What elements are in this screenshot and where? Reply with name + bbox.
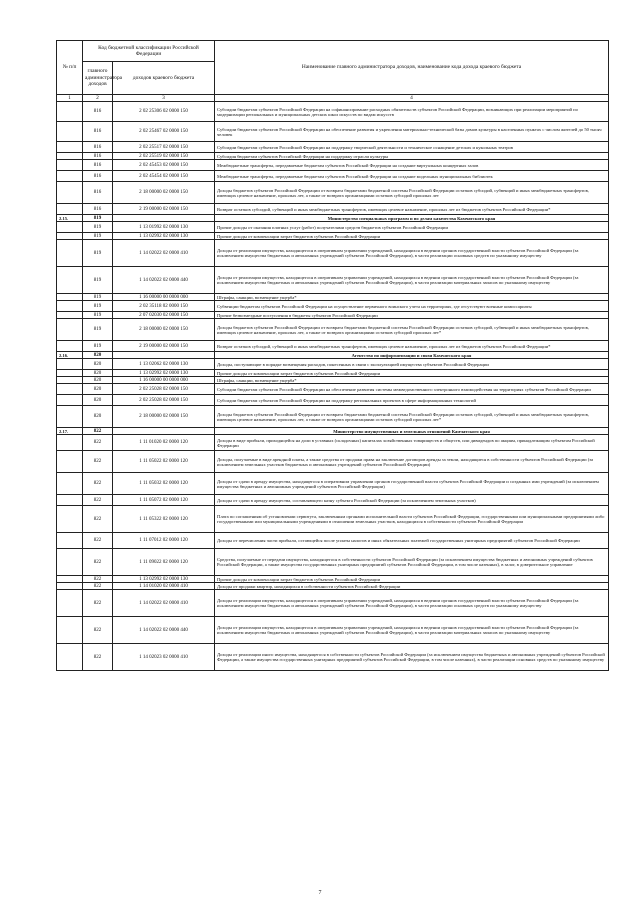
row-number — [57, 204, 83, 215]
revenue-code: 1 16 00000 00 0000 000 — [113, 294, 215, 301]
row-number — [57, 341, 83, 352]
revenue-code: 2 19 00000 02 0000 150 — [113, 341, 215, 352]
admin-code: 820 — [83, 384, 113, 395]
table-row — [57, 370, 609, 377]
admin-code: 816 — [83, 122, 113, 142]
admin-code: 816 — [83, 182, 113, 204]
row-number — [57, 240, 83, 267]
admin-code: 819 — [83, 341, 113, 352]
admin-code: 820 — [83, 370, 113, 377]
table-row — [57, 644, 609, 671]
revenue-name: Доходы, получаемые в виде арендной платы, а также средства от продажи права на заключение договоров аренды за земли, находящиеся в собственности субъектов Российской Федерации (за исключением земельных участков бюджетных и автономных учреждений субъектов Российской Федерации) — [215, 451, 609, 473]
revenue-name: Возврат остатков субсидий, субвенций и иных межбюджетных трансфертов, имеющих целевое назначение, прошлых лет из бюджетов субъектов Российской Федерации* — [215, 204, 609, 215]
table-row — [57, 506, 609, 533]
table-row — [57, 240, 609, 267]
revenue-name: Субсидии бюджетам субъектов Российской Федерации на поддержку творческой деятельности и техническое оснащение детских и кукольных театров — [215, 142, 609, 153]
row-number — [57, 451, 83, 473]
admin-code: 820 — [83, 352, 113, 359]
row-number — [57, 222, 83, 233]
table-row — [57, 359, 609, 370]
row-number — [57, 644, 83, 671]
revenue-name: Штрафы, санкции, возмещение ущерба* — [215, 377, 609, 384]
header-admin: главного администратора доходов — [83, 62, 113, 95]
revenue-name: Прочие доходы от компенсации затрат бюджетов субъектов Российской Федерации — [215, 370, 609, 377]
row-number — [57, 182, 83, 204]
admin-code: 819 — [83, 240, 113, 267]
revenue-code: 2 02 25517 02 0000 150 — [113, 142, 215, 153]
row-number — [57, 153, 83, 160]
revenue-name: Министерство специальных программ и по делам казачества Камчатского края — [215, 215, 609, 222]
revenue-name: Средства, получаемые от передачи имущества, находящегося в собственности субъектов Российской Федерации (за исключением имущества бюджетных и автономных учреждений субъектов Российской Федерации, а также имущества государственных унитарных предприятий субъектов Российской Федерации, в том числе казенных), в залог, в доверительное управление — [215, 549, 609, 576]
row-number — [57, 312, 83, 319]
revenue-code: 1 11 05032 02 0000 120 — [113, 473, 215, 495]
revenue-code: 1 13 02992 02 0000 130 — [113, 576, 215, 583]
admin-code: 822 — [83, 644, 113, 671]
revenue-name: Межбюджетные трансферты, передаваемые бюджетам субъектов Российской Федерации на создание модельных муниципальных библиотек — [215, 171, 609, 182]
table-row — [57, 395, 609, 406]
admin-code: 822 — [83, 451, 113, 473]
revenue-name: Доходы в виде прибыли, приходящейся на доли в уставных (складочных) капиталах хозяйственных товариществ и обществ, или дивидендов по акциям, принадлежащим субъектам Российской Федерации — [215, 435, 609, 451]
revenue-code: 2 02 25467 02 0000 150 — [113, 122, 215, 142]
header-index-4: 4 — [215, 95, 609, 102]
row-number — [57, 395, 83, 406]
revenue-name: Агентство по информатизации и связи Камчатского края — [215, 352, 609, 359]
section-row — [57, 215, 609, 222]
table-row — [57, 142, 609, 153]
table-row — [57, 451, 609, 473]
table-row — [57, 617, 609, 644]
revenue-name: Плата по соглашениям об установлении сервитута, заключенным органами исполнительной власти субъектов Российской Федерации, государственными или муниципальными предприятиями либо государственными или муниципальными учреждениями в отношении земельных участков, находящихся в собственности субъектов Российской Федерации — [215, 506, 609, 533]
table-row — [57, 549, 609, 576]
revenue-code — [113, 352, 215, 359]
table-row — [57, 301, 609, 312]
revenue-name: Доходы от сдачи в аренду имущества, находящегося в оперативном управлении органов государственной власти субъектов Российской Федерации и созданных ими учреждений (за исключением имущества бюджетных и автономных учреждений субъектов Российской Федерации) — [215, 473, 609, 495]
table-row — [57, 377, 609, 384]
row-number — [57, 377, 83, 384]
admin-code: 820 — [83, 395, 113, 406]
admin-code: 820 — [83, 359, 113, 370]
admin-code: 819 — [83, 312, 113, 319]
revenue-code: 1 11 01020 02 0000 120 — [113, 435, 215, 451]
admin-code: 822 — [83, 473, 113, 495]
table-row — [57, 583, 609, 590]
revenue-name: Субсидии бюджетам субъектов Российской Федерации на поддержку региональных проектов в сфере информационных технологий — [215, 395, 609, 406]
revenue-name: Субсидии бюджетам субъектов Российской Федерации на обеспечение развития системы межведомственного электронного взаимодействия на территориях субъектов Российской Федерации — [215, 384, 609, 395]
admin-code: 822 — [83, 617, 113, 644]
revenue-codes-table — [56, 40, 609, 671]
admin-code: 816 — [83, 160, 113, 171]
revenue-name: Доходы бюджетов субъектов Российской Федерации от возврата бюджетами бюджетной системы Российской Федерации остатков субсидий, субвенций и иных межбюджетных трансфертов, имеющих целевое назначение, прошлых лет, а также от возврата организациями остатков субсидий прошлых лет* — [215, 406, 609, 428]
admin-code: 822 — [83, 495, 113, 506]
revenue-name: Прочие доходы от оказания платных услуг (работ) получателями средств бюджетов субъектов Российской Федерации — [215, 222, 609, 233]
revenue-code: 2 02 25028 02 0000 150 — [113, 395, 215, 406]
revenue-code: 1 14 02022 02 0000 440 — [113, 617, 215, 644]
row-number — [57, 160, 83, 171]
admin-code: 819 — [83, 319, 113, 341]
row-number — [57, 583, 83, 590]
revenue-name: Доходы от реализации иного имущества, находящегося в собственности субъектов Российской Федерации (за исключением имущества бюджетных и автономных учреждений субъектов Российской Федерации, а также имущества государственных унитарных предприятий субъектов Российской Федерации, в том числе казенных), в части реализации основных средств по указанному имуществу — [215, 644, 609, 671]
row-number — [57, 359, 83, 370]
revenue-code: 1 13 01992 02 0000 130 — [113, 222, 215, 233]
table-row — [57, 590, 609, 617]
admin-code: 822 — [83, 576, 113, 583]
revenue-code: 2 02 25028 02 0000 150 — [113, 384, 215, 395]
row-number — [57, 319, 83, 341]
document-page — [56, 40, 608, 671]
revenue-code: 2 02 45454 02 0000 150 — [113, 171, 215, 182]
row-number — [57, 495, 83, 506]
admin-code: 822 — [83, 549, 113, 576]
revenue-code: 1 14 01020 02 0000 410 — [113, 583, 215, 590]
revenue-name: Доходы от реализации имущества, находящегося в оперативном управлении учреждений, находящихся в ведении органов государственной власти субъектов Российской Федерации (за исключением имущества бюджетных и автономных учреждений субъектов Российской Федерации), в части реализации основных средств по указанному имуществу — [215, 590, 609, 617]
revenue-name: Доходы бюджетов субъектов Российской Федерации от возврата бюджетами бюджетной системы Российской Федерации остатков субсидий, субвенций и иных межбюджетных трансфертов, имеющих целевое назначение, прошлых лет, а также от возврата организациями остатков субсидий прошлых лет* — [215, 319, 609, 341]
revenue-name: Доходы от реализации имущества, находящегося в оперативном управлении учреждений, находящихся в ведении органов государственной власти субъектов Российской Федерации (за исключением имущества бюджетных и автономных учреждений субъектов Российской Федерации), в части реализации материальных запасов по указанному имуществу — [215, 267, 609, 294]
admin-code: 819 — [83, 222, 113, 233]
admin-code: 822 — [83, 583, 113, 590]
revenue-code: 1 11 05022 02 0000 120 — [113, 451, 215, 473]
revenue-code: 1 16 00000 00 0000 000 — [113, 377, 215, 384]
revenue-code: 1 13 02992 02 0000 130 — [113, 370, 215, 377]
revenue-code: 2 02 25519 02 0000 150 — [113, 153, 215, 160]
revenue-code: 1 13 02062 02 0000 130 — [113, 359, 215, 370]
revenue-code: 1 13 02992 02 0000 130 — [113, 233, 215, 240]
page-number: 7 — [318, 890, 322, 896]
row-number — [57, 506, 83, 533]
revenue-code: 2 18 00000 02 0000 150 — [113, 319, 215, 341]
row-number — [57, 533, 83, 549]
revenue-code: 2 07 02030 02 0000 150 — [113, 312, 215, 319]
table-row — [57, 294, 609, 301]
row-number — [57, 617, 83, 644]
section-row — [57, 352, 609, 359]
revenue-code: 2 18 00000 02 0000 150 — [113, 406, 215, 428]
row-number — [57, 370, 83, 377]
revenue-code: 2 02 35118 02 0000 150 — [113, 301, 215, 312]
admin-code: 816 — [83, 102, 113, 122]
table-row — [57, 222, 609, 233]
table-header — [57, 41, 609, 102]
admin-code: 819 — [83, 233, 113, 240]
revenue-code: 1 11 07012 02 0000 120 — [113, 533, 215, 549]
revenue-code: 1 11 09022 02 0000 120 — [113, 549, 215, 576]
header-num: № п/п — [57, 41, 83, 95]
table-row — [57, 102, 609, 122]
row-number — [57, 267, 83, 294]
admin-code: 822 — [83, 533, 113, 549]
revenue-code: 2 18 00000 02 0000 150 — [113, 182, 215, 204]
table-row — [57, 122, 609, 142]
table-row — [57, 182, 609, 204]
row-number — [57, 435, 83, 451]
admin-code: 820 — [83, 406, 113, 428]
revenue-code: 1 11 05322 02 0000 120 — [113, 506, 215, 533]
admin-code: 819 — [83, 301, 113, 312]
revenue-name: Доходы от перечисления части прибыли, остающейся после уплаты налогов и иных обязательных платежей государственных унитарных предприятий субъектов Российской Федерации — [215, 533, 609, 549]
header-revenue: доходов краевого бюджета — [113, 62, 215, 95]
revenue-code: 1 14 02022 02 0000 410 — [113, 590, 215, 617]
revenue-code: 2 02 45453 02 0000 150 — [113, 160, 215, 171]
revenue-name: Доходы от реализации имущества, находящегося в оперативном управлении учреждений, находящихся в ведении органов государственной власти субъектов Российской Федерации (за исключением имущества бюджетных и автономных учреждений субъектов Российской Федерации), в части реализации материальных запасов по указанному имуществу — [215, 617, 609, 644]
admin-code: 822 — [83, 428, 113, 435]
row-number — [57, 142, 83, 153]
table-row — [57, 267, 609, 294]
revenue-code: 1 14 02022 02 0000 410 — [113, 240, 215, 267]
row-number: 2.17. — [57, 428, 83, 435]
revenue-name: Доходы, поступающие в порядке возмещения расходов, понесенных в связи с эксплуатацией имущества субъектов Российской Федерации — [215, 359, 609, 370]
table-row — [57, 171, 609, 182]
row-number: 2.16. — [57, 352, 83, 359]
revenue-name: Доходы от сдачи в аренду имущества, составляющего казну субъекта Российской Федерации (за исключением земельных участков) — [215, 495, 609, 506]
admin-code: 822 — [83, 435, 113, 451]
row-number — [57, 473, 83, 495]
table-row — [57, 435, 609, 451]
revenue-name: Субсидии бюджетам субъектов Российской Федерации на обеспечение развития и укрепления материально-технической базы домов культуры в населенных пунктах с числом жителей до 50 тысяч человек — [215, 122, 609, 142]
admin-code: 816 — [83, 153, 113, 160]
admin-code: 819 — [83, 294, 113, 301]
row-number — [57, 384, 83, 395]
admin-code: 819 — [83, 267, 113, 294]
header-code-group: Код бюджетной классификации Российской Федерации — [83, 41, 215, 62]
row-number — [57, 406, 83, 428]
row-number — [57, 590, 83, 617]
revenue-name: Доходы от реализации имущества, находящегося в оперативном управлении учреждений, находящихся в ведении органов государственной власти субъектов Российской Федерации (за исключением имущества бюджетных и автономных учреждений субъектов Российской Федерации), в части реализации основных средств по указанному имуществу — [215, 240, 609, 267]
revenue-code: 1 14 02022 02 0000 440 — [113, 267, 215, 294]
header-index-3: 3 — [113, 95, 215, 102]
revenue-name: Штрафы, санкции, возмещение ущерба* — [215, 294, 609, 301]
table-row — [57, 153, 609, 160]
row-number — [57, 301, 83, 312]
table-body — [57, 102, 609, 671]
row-number: 2.15. — [57, 215, 83, 222]
revenue-code: 1 14 02023 02 0000 410 — [113, 644, 215, 671]
section-row — [57, 428, 609, 435]
row-number — [57, 549, 83, 576]
header-index-2: 2 — [83, 95, 113, 102]
table-row — [57, 406, 609, 428]
revenue-name: Субсидия бюджетам субъектов Российской Федерации на поддержку отрасли культуры — [215, 153, 609, 160]
admin-code: 819 — [83, 215, 113, 222]
revenue-name: Субсидии бюджетам субъектов Российской Федерации на софинансирование расходных обязательств субъектов Российской Федерации, возникающих при реализации мероприятий по модернизации региональных и муниципальных детских школ искусств по видам искусств — [215, 102, 609, 122]
row-number — [57, 294, 83, 301]
revenue-name: Прочие доходы от компенсации затрат бюджетов субъектов Российской Федерации — [215, 233, 609, 240]
revenue-code: 2 02 25306 02 0000 150 — [113, 102, 215, 122]
table-row — [57, 533, 609, 549]
table-row — [57, 312, 609, 319]
row-number — [57, 122, 83, 142]
row-number — [57, 171, 83, 182]
revenue-code — [113, 215, 215, 222]
admin-code: 822 — [83, 506, 113, 533]
admin-code: 820 — [83, 377, 113, 384]
table-row — [57, 319, 609, 341]
table-row — [57, 204, 609, 215]
revenue-name: Возврат остатков субсидий, субвенций и иных межбюджетных трансфертов, имеющих целевое назначение, прошлых лет из бюджетов субъектов Российской Федерации* — [215, 341, 609, 352]
row-number — [57, 576, 83, 583]
header-name: Наименование главного администратора доходов, наименование кода дохода краевого бюджета — [215, 41, 609, 95]
revenue-name: Доходы от продажи квартир, находящихся в собственности субъектов Российской Федерации — [215, 583, 609, 590]
table-row — [57, 233, 609, 240]
revenue-code — [113, 428, 215, 435]
revenue-code: 2 19 00000 02 0000 150 — [113, 204, 215, 215]
revenue-name: Субвенции бюджетам субъектов Российской Федерации на осуществление первичного воинского учета на территориях, где отсутствуют военные комиссариаты — [215, 301, 609, 312]
admin-code: 822 — [83, 590, 113, 617]
row-number — [57, 102, 83, 122]
header-index-1: 1 — [57, 95, 83, 102]
revenue-name: Прочие доходы от компенсации затрат бюджетов субъектов Российской Федерации — [215, 576, 609, 583]
admin-code: 816 — [83, 171, 113, 182]
revenue-name: Межбюджетные трансферты, передаваемые бюджетам субъектов Российской Федерации на создание виртуальных концертных залов — [215, 160, 609, 171]
table-row — [57, 495, 609, 506]
revenue-name: Прочие безвозмездные поступления в бюджеты субъектов Российской Федерации — [215, 312, 609, 319]
table-row — [57, 576, 609, 583]
revenue-name: Министерство имущественных и земельных отношений Камчатского края — [215, 428, 609, 435]
table-row — [57, 473, 609, 495]
admin-code: 816 — [83, 204, 113, 215]
row-number — [57, 233, 83, 240]
table-row — [57, 160, 609, 171]
table-row — [57, 341, 609, 352]
table-row — [57, 384, 609, 395]
revenue-code: 1 11 05072 02 0000 120 — [113, 495, 215, 506]
admin-code: 816 — [83, 142, 113, 153]
revenue-name: Доходы бюджетов субъектов Российской Федерации от возврата бюджетами бюджетной системы Российской Федерации остатков субсидий, субвенций и иных межбюджетных трансфертов, имеющих целевое назначение, прошлых лет, а также от возврата организациями остатков субсидий прошлых лет — [215, 182, 609, 204]
